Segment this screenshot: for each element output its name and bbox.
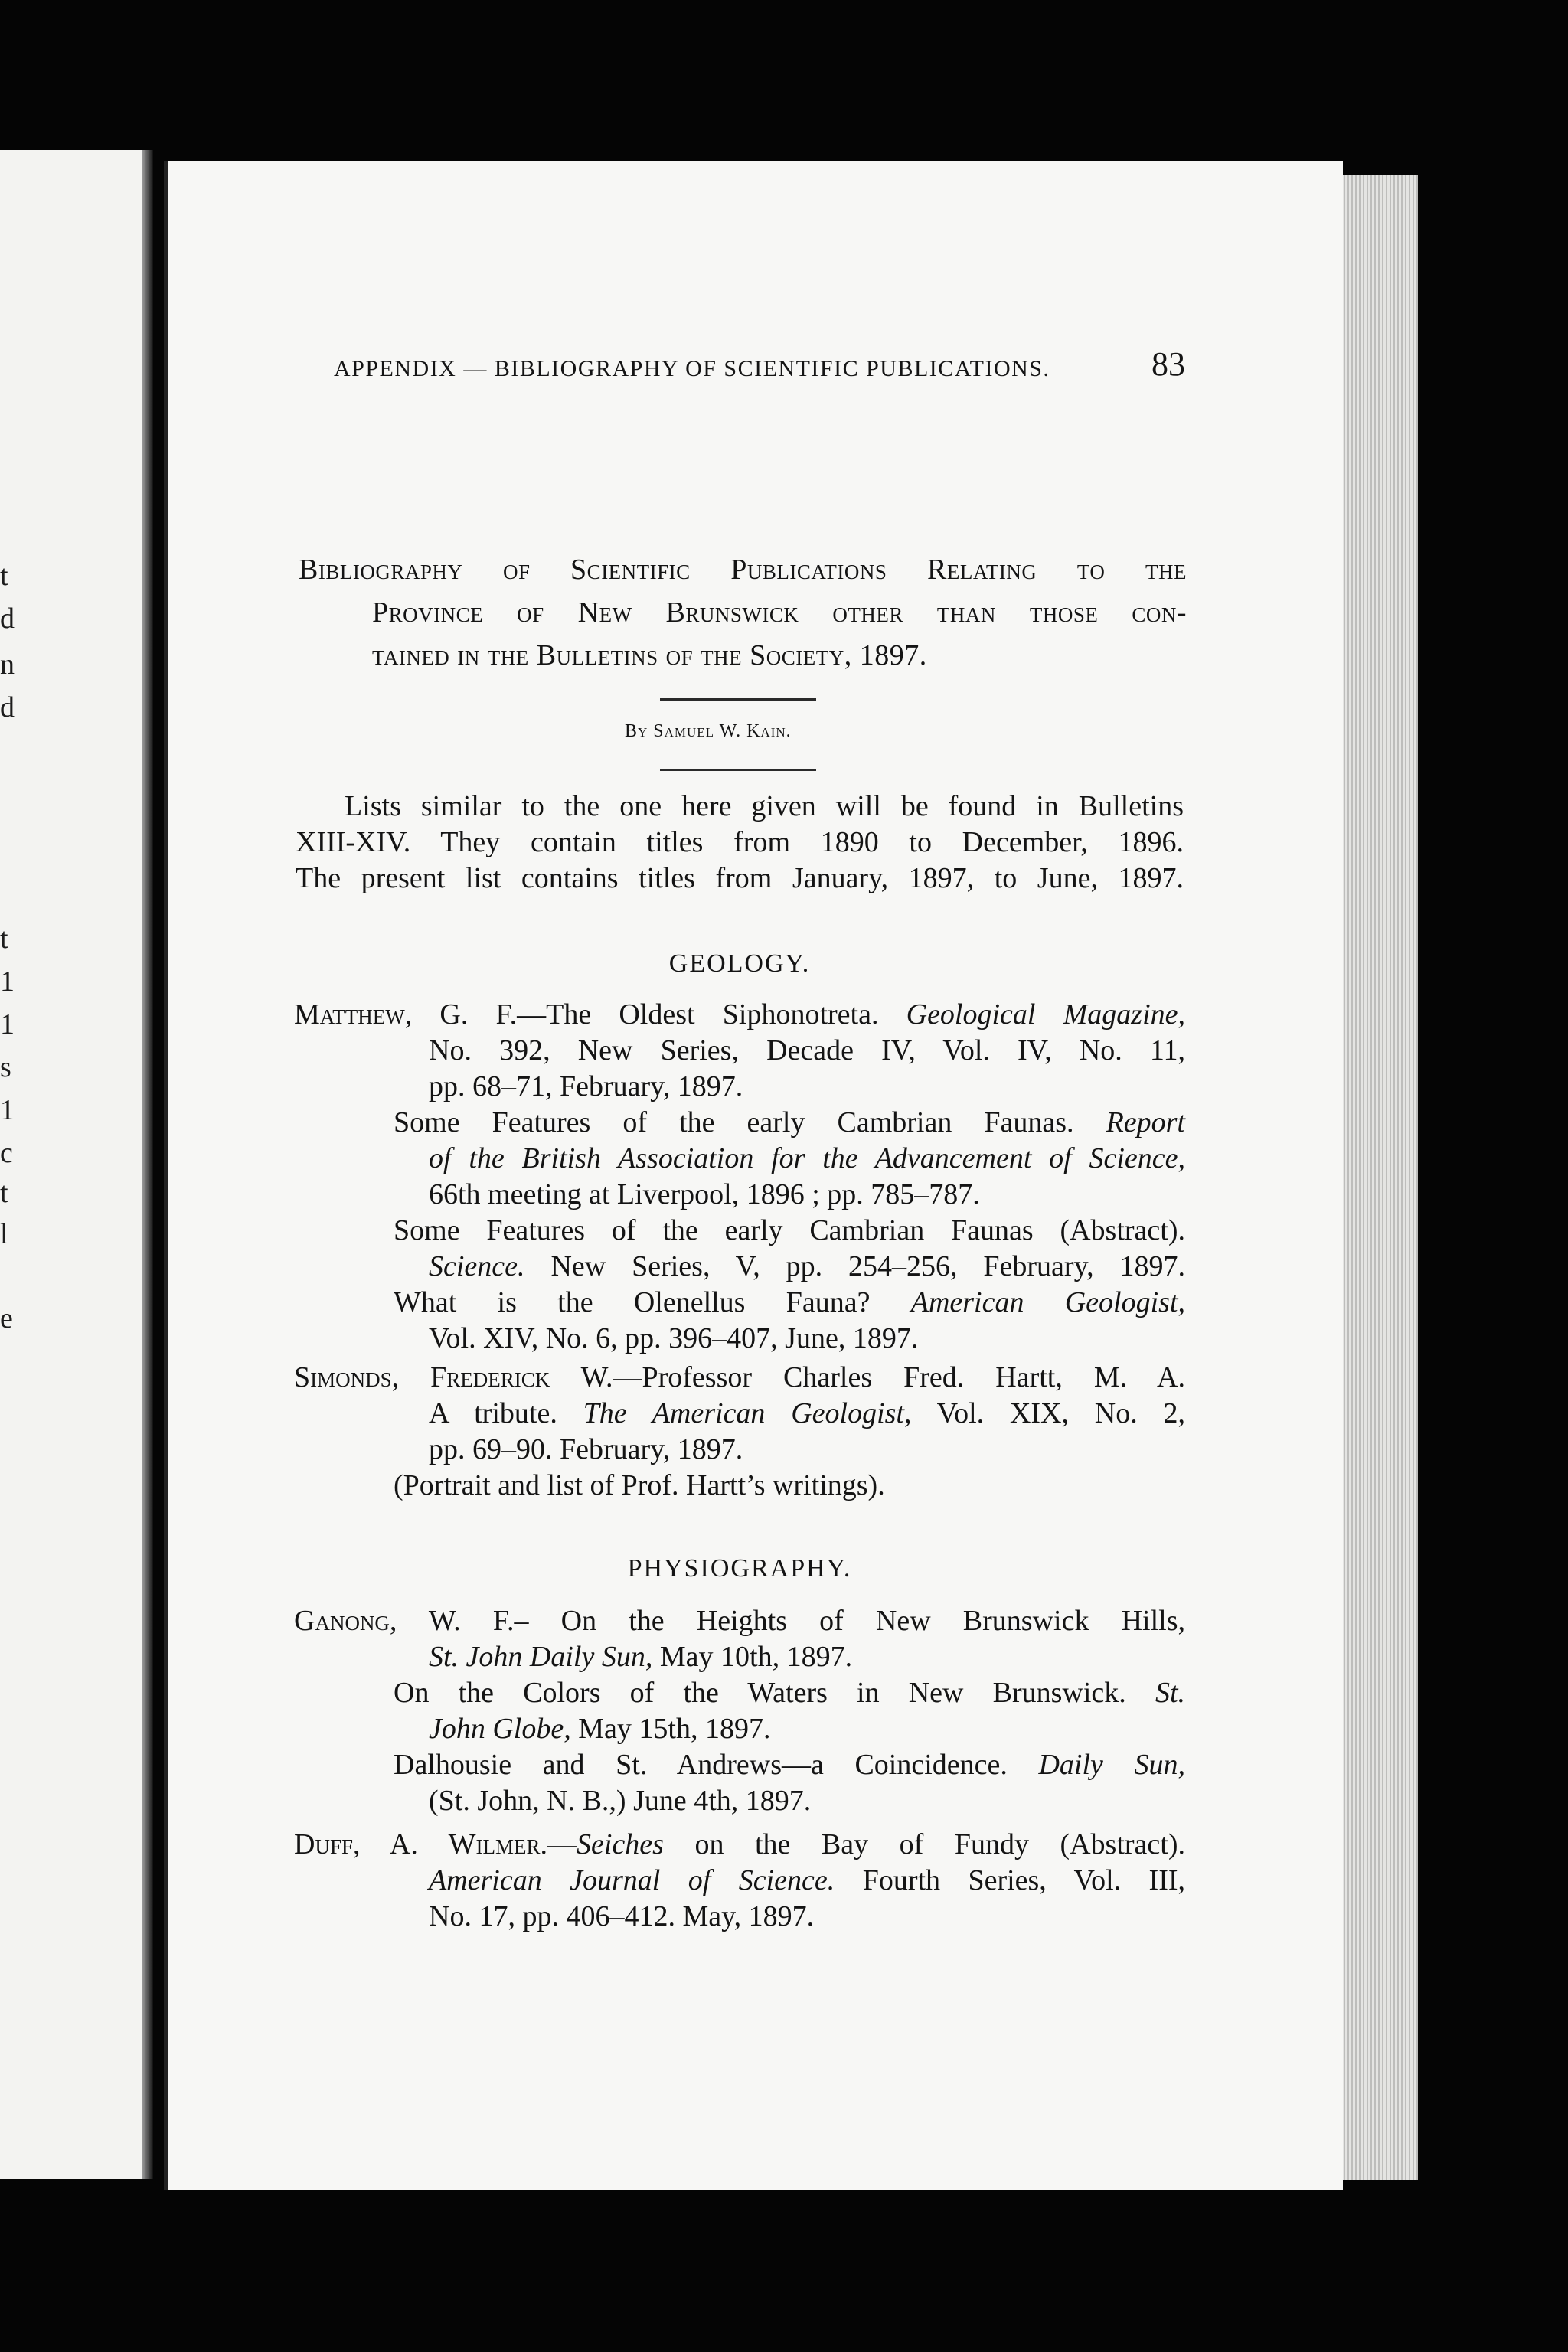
entry-details: Vol. XIX, No. 2, [936, 1397, 1185, 1429]
entry-author: Duff, A. Wilmer. [294, 1828, 548, 1860]
entry-author: Simonds, Frederick W. [294, 1361, 613, 1393]
margin-fragment: s [0, 1051, 11, 1083]
intro-line-3: The present list contains titles from January, 1897, to June, 1897. [296, 862, 1184, 894]
margin-fragment: 1 [0, 1008, 15, 1040]
entry-line [294, 1396, 1185, 1432]
entry-line [294, 1141, 1185, 1177]
entry-line: (St. John, N. B.,) June 4th, 1897. [429, 1785, 812, 1817]
entry-title: On the Colors of the Waters in New Brunswick. [394, 1677, 1126, 1709]
main-title [299, 548, 1187, 677]
intro-line-1: Lists similar to the one here given will be found in Bulletins [345, 790, 1184, 822]
margin-fragment: t [0, 1177, 8, 1209]
entry-line: pp. 68–71, February, 1897. [429, 1070, 743, 1102]
journal-name: Report [1106, 1106, 1185, 1138]
margin-fragment: d [0, 691, 15, 724]
journal-name: St. John Daily Sun, [429, 1641, 653, 1673]
entry-dash: — [547, 1828, 577, 1860]
byline: By Samuel W. Kain. [625, 721, 792, 741]
entry-line [294, 1827, 1185, 1863]
entry-line [294, 997, 1185, 1033]
facing-page-edge [0, 150, 153, 2179]
entry-author: Ganong, W. F. [294, 1605, 514, 1637]
entry-details: Fourth Series, Vol. III, [862, 1864, 1186, 1896]
journal-name: Science. [429, 1250, 525, 1282]
entry-line: 66th meeting at Liverpool, 1896 ; pp. 785–787. [429, 1178, 980, 1210]
entry-line [294, 1105, 1185, 1141]
page-stack-edge [1341, 175, 1418, 2180]
margin-fragment: 1 [0, 1094, 15, 1126]
entry-title: Some Features of the early Cambrian Faunas. [394, 1106, 1074, 1138]
margin-fragment: e [0, 1302, 13, 1334]
entry-details: May 15th, 1897. [578, 1713, 771, 1745]
byline-rule [660, 769, 816, 771]
entry-title: A tribute. [429, 1397, 557, 1429]
entry-line [294, 1639, 1185, 1675]
entry-details: New Series, V, pp. 254–256, February, 1897. [550, 1250, 1186, 1282]
running-head [334, 345, 1185, 384]
entry-line [294, 1863, 1185, 1899]
margin-fragment: d [0, 603, 15, 635]
title-line-2: Province of New Brunswick other than those con- [372, 596, 1187, 629]
margin-fragment: l [0, 1218, 8, 1250]
section-heading-physiography: PHYSIOGRAPHY. [627, 1554, 852, 1583]
entry-line [294, 1711, 1185, 1747]
entry-line [294, 1603, 1185, 1639]
entry-line: Some Features of the early Cambrian Faunas (Abstract). [394, 1214, 1185, 1246]
title-year: 1897. [859, 639, 927, 671]
entry-line [294, 1675, 1185, 1711]
journal-name: of the British Association for the Advancement of Science, [429, 1142, 1185, 1174]
margin-fragment: c [0, 1137, 13, 1169]
entry-line: (Portrait and list of Prof. Hartt’s writings). [394, 1469, 885, 1501]
entry-line: No. 392, New Series, Decade IV, Vol. IV, No. 11, [429, 1034, 1185, 1067]
entry-line: pp. 69–90. February, 1897. [429, 1433, 743, 1465]
entry-author: Matthew, G. F. [294, 998, 518, 1031]
entry-ganong [294, 1603, 1185, 1819]
entry-title: What is the Olenellus Fauna? [394, 1286, 871, 1318]
entry-simonds [294, 1360, 1185, 1504]
journal-name: American Geologist, [910, 1286, 1185, 1318]
margin-fragment: n [0, 648, 15, 681]
margin-fragment: t [0, 923, 8, 955]
entry-line [294, 1249, 1185, 1285]
entry-title: —The Oldest Siphonotreta. [517, 998, 879, 1031]
intro-line-2: XIII-XIV. They contain titles from 1890 to December, 1896. [296, 826, 1184, 858]
journal-name: St. [1155, 1677, 1186, 1709]
entry-line [294, 1747, 1185, 1783]
title-line-3-text: tained in the Bulletins of the Society, [372, 639, 852, 671]
intro-paragraph [296, 789, 1184, 897]
gutter-shadow [142, 150, 153, 2179]
entry-title: – On the Heights of New Brunswick Hills, [514, 1605, 1186, 1637]
margin-fragment: t [0, 560, 8, 592]
title-line-1: Bibliography of Scientific Publications Relating to the [299, 554, 1187, 586]
running-head-title: APPENDIX — BIBLIOGRAPHY OF SCIENTIFIC PUBLICATIONS. [334, 356, 1050, 381]
title-rule [660, 698, 816, 701]
entry-line: Vol. XIV, No. 6, pp. 396–407, June, 1897. [429, 1322, 919, 1354]
entry-duff [294, 1827, 1185, 1935]
entry-title: on the Bay of Fundy (Abstract). [694, 1828, 1185, 1860]
journal-name: The American Geologist, [583, 1397, 912, 1429]
entry-title: —Professor Charles Fred. Hartt, M. A. [612, 1361, 1185, 1393]
entry-line [294, 1285, 1185, 1321]
entry-matthew [294, 997, 1185, 1357]
page-number: 83 [1152, 345, 1185, 383]
entry-details: May 10th, 1897. [659, 1641, 853, 1673]
journal-name: John Globe, [429, 1713, 571, 1745]
title-line-3 [299, 634, 1187, 677]
section-heading-geology: GEOLOGY. [668, 949, 811, 978]
journal-name: American Journal of Science. [429, 1864, 835, 1896]
journal-name: Daily Sun, [1038, 1749, 1185, 1781]
entry-line: No. 17, pp. 406–412. May, 1897. [429, 1900, 815, 1932]
entry-title: Dalhousie and St. Andrews—a Coincidence. [394, 1749, 1008, 1781]
journal-name: Geological Magazine, [906, 998, 1186, 1031]
entry-title-italic: Seiches [577, 1828, 664, 1860]
entry-line [294, 1360, 1185, 1396]
margin-fragment: 1 [0, 965, 15, 998]
